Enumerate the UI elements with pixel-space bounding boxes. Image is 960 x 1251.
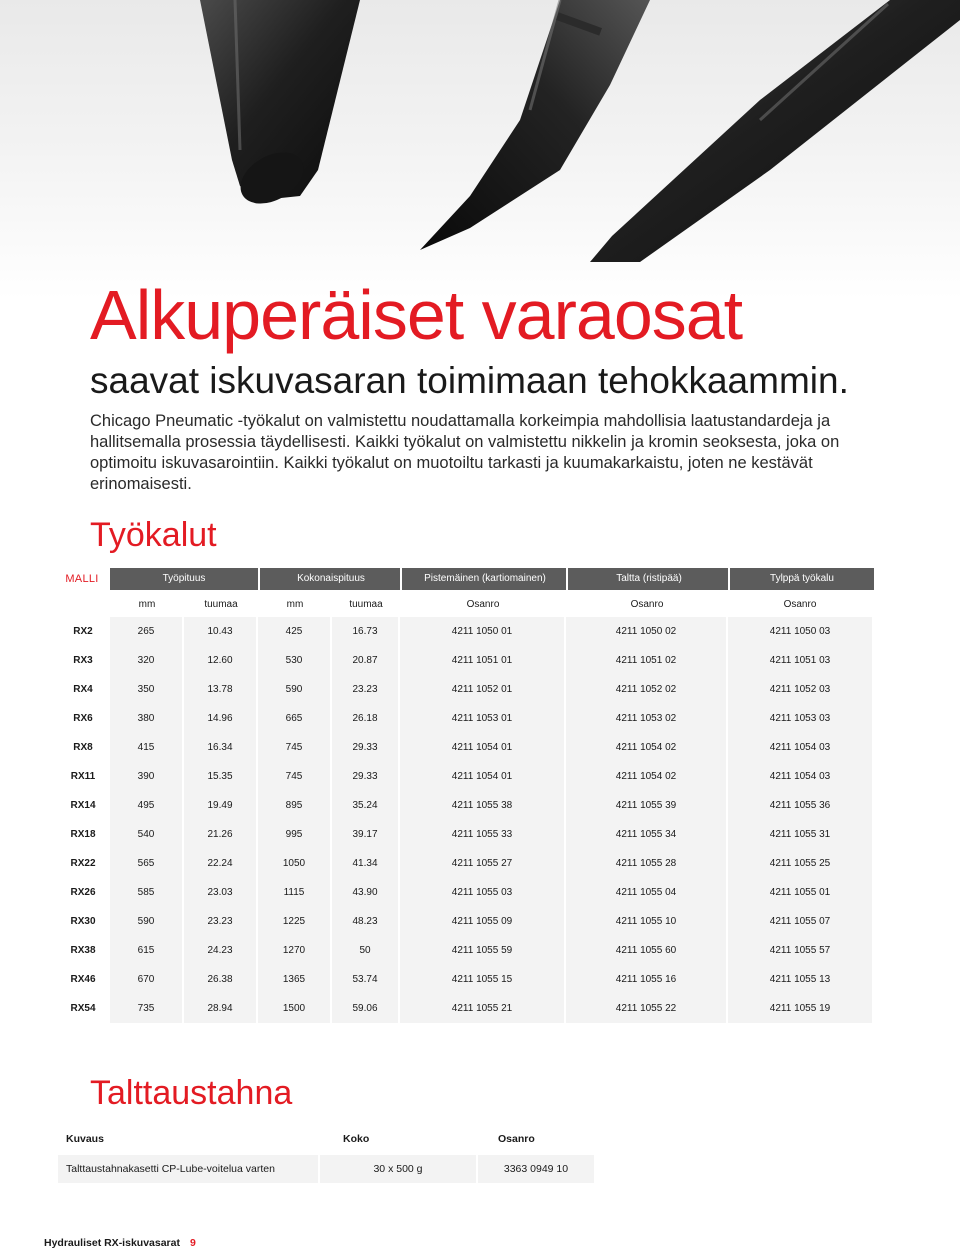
cell-tylppa-osanro: 4211 1055 57 <box>728 936 872 965</box>
header-taltta: Taltta (ristipää) <box>566 568 730 590</box>
cell-pistemainen-osanro: 4211 1055 09 <box>400 907 564 936</box>
flat-chisel <box>590 0 960 262</box>
cell-kokonaispituus-tuumaa: 29.33 <box>332 762 398 791</box>
cell-taltta-osanro: 4211 1055 28 <box>566 849 726 878</box>
cell-tylppa-osanro: 4211 1053 03 <box>728 704 872 733</box>
cell-kokonaispituus-mm: 1365 <box>258 965 330 994</box>
tools-section-title: Työkalut <box>90 516 217 554</box>
cell-kokonaispituus-tuumaa: 50 <box>332 936 398 965</box>
cell-kokonaispituus-tuumaa: 43.90 <box>332 878 398 907</box>
cell-model: RX2 <box>73 626 93 637</box>
header-tyopituus: Työpituus <box>110 568 258 590</box>
cell-kokonaispituus-tuumaa: 23.23 <box>332 675 398 704</box>
cell-tyopituus-tuumaa: 16.34 <box>184 733 256 762</box>
cell-tyopituus-tuumaa: 26.38 <box>184 965 256 994</box>
cell-tylppa-osanro: 4211 1055 25 <box>728 849 872 878</box>
cell-pistemainen-osanro: 4211 1055 38 <box>400 791 564 820</box>
cell-model: RX38 <box>70 945 96 956</box>
cell-tylppa-osanro: 4211 1054 03 <box>728 762 872 791</box>
cell-kokonaispituus-mm: 425 <box>258 617 330 646</box>
table-row <box>58 791 872 820</box>
cell-kokonaispituus-tuumaa: 39.17 <box>332 820 398 849</box>
cell-tyopituus-mm: 565 <box>110 849 182 878</box>
cell-kokonaispituus-mm: 1500 <box>258 994 330 1023</box>
paste-section-title: Talttaustahna <box>90 1074 293 1112</box>
cell-tyopituus-mm: 590 <box>110 907 182 936</box>
cell-taltta-osanro: 4211 1050 02 <box>566 617 726 646</box>
cell-pistemainen-osanro: 4211 1051 01 <box>400 646 564 675</box>
cell-model: RX18 <box>70 829 96 840</box>
cell-kokonaispituus-mm: 745 <box>258 733 330 762</box>
cell-pistemainen-osanro: 4211 1055 15 <box>400 965 564 994</box>
header-tylppa: Tylppä työkalu <box>728 568 874 590</box>
cell-tyopituus-mm: 540 <box>110 820 182 849</box>
cell-model: RX11 <box>70 771 96 782</box>
cell-tyopituus-tuumaa: 28.94 <box>184 994 256 1023</box>
table-row <box>58 675 872 704</box>
table-row <box>58 965 872 994</box>
cell-tylppa-osanro: 4211 1054 03 <box>728 733 872 762</box>
cell-tylppa-osanro: 4211 1051 03 <box>728 646 872 675</box>
cell-tylppa-osanro: 4211 1055 13 <box>728 965 872 994</box>
cell-taltta-osanro: 4211 1055 39 <box>566 791 726 820</box>
cell-pistemainen-osanro: 4211 1055 27 <box>400 849 564 878</box>
table-row <box>58 820 872 849</box>
cell-kokonaispituus-mm: 895 <box>258 791 330 820</box>
cell-tyopituus-mm: 320 <box>110 646 182 675</box>
cell-taltta-osanro: 4211 1051 02 <box>566 646 726 675</box>
cell-taltta-osanro: 4211 1055 60 <box>566 936 726 965</box>
cell-kokonaispituus-mm: 590 <box>258 675 330 704</box>
cell-tyopituus-mm: 265 <box>110 617 182 646</box>
header-pistemainen: Pistemäinen (kartiomainen) <box>400 568 568 590</box>
cell-kokonaispituus-mm: 1115 <box>258 878 330 907</box>
cell-kokonaispituus-tuumaa: 35.24 <box>332 791 398 820</box>
blunt-chisel <box>200 0 360 214</box>
paste-header-koko: Koko <box>343 1133 370 1145</box>
cell-kokonaispituus-tuumaa: 41.34 <box>332 849 398 878</box>
cell-model: RX8 <box>73 742 93 753</box>
subheader-osanro: Osanro <box>783 599 817 610</box>
page-number: 9 <box>189 1237 196 1249</box>
cell-tyopituus-tuumaa: 14.96 <box>184 704 256 733</box>
chisels-illustration <box>0 0 960 300</box>
cell-kokonaispituus-tuumaa: 20.87 <box>332 646 398 675</box>
cell-model: RX3 <box>73 655 93 666</box>
cell-tylppa-osanro: 4211 1055 36 <box>728 791 872 820</box>
cell-tyopituus-mm: 615 <box>110 936 182 965</box>
subheader-tuumaa: tuumaa <box>204 599 238 610</box>
cell-taltta-osanro: 4211 1055 34 <box>566 820 726 849</box>
cell-tyopituus-tuumaa: 24.23 <box>184 936 256 965</box>
table-row <box>58 762 872 791</box>
cell-pistemainen-osanro: 4211 1053 01 <box>400 704 564 733</box>
subheader-tuumaa: tuumaa <box>349 599 383 610</box>
cell-tyopituus-mm: 350 <box>110 675 182 704</box>
paste-header-kuvaus: Kuvaus <box>66 1133 104 1145</box>
subheader-mm: mm <box>138 599 156 610</box>
cell-tyopituus-tuumaa: 10.43 <box>184 617 256 646</box>
cell-taltta-osanro: 4211 1055 04 <box>566 878 726 907</box>
cell-tyopituus-mm: 670 <box>110 965 182 994</box>
cell-pistemainen-osanro: 4211 1054 01 <box>400 733 564 762</box>
table-row <box>58 994 872 1023</box>
table-row <box>58 849 872 878</box>
cell-kokonaispituus-mm: 745 <box>258 762 330 791</box>
malli-header: MALLI <box>65 573 99 585</box>
cell-tylppa-osanro: 4211 1052 03 <box>728 675 872 704</box>
tools-table-header <box>58 568 872 592</box>
cell-model: RX46 <box>70 974 96 985</box>
cell-tyopituus-mm: 585 <box>110 878 182 907</box>
cell-pistemainen-osanro: 4211 1055 21 <box>400 994 564 1023</box>
cell-tyopituus-tuumaa: 19.49 <box>184 791 256 820</box>
cell-tyopituus-tuumaa: 13.78 <box>184 675 256 704</box>
page-subtitle: saavat iskuvasaran toimimaan tehokkaammin. <box>90 360 849 401</box>
cell-tyopituus-mm: 735 <box>110 994 182 1023</box>
cell-tylppa-osanro: 4211 1055 01 <box>728 878 872 907</box>
cell-model: RX26 <box>70 887 96 898</box>
table-row <box>58 704 872 733</box>
page-footer <box>44 1237 196 1249</box>
cell-taltta-osanro: 4211 1054 02 <box>566 733 726 762</box>
subheader-osanro: Osanro <box>630 599 664 610</box>
cell-model: RX54 <box>70 1003 96 1014</box>
paste-cell-koko: 30 x 500 g <box>320 1155 476 1183</box>
hero-image-chisels <box>0 0 960 300</box>
table-row <box>58 646 872 675</box>
cell-taltta-osanro: 4211 1054 02 <box>566 762 726 791</box>
paste-cell-osanro: 3363 0949 10 <box>478 1155 594 1183</box>
cell-kokonaispituus-tuumaa: 26.18 <box>332 704 398 733</box>
cell-kokonaispituus-mm: 1050 <box>258 849 330 878</box>
tools-subheader-row <box>58 596 872 614</box>
cell-kokonaispituus-mm: 1225 <box>258 907 330 936</box>
cell-model: RX22 <box>70 858 96 869</box>
cell-taltta-osanro: 4211 1055 16 <box>566 965 726 994</box>
cell-tyopituus-tuumaa: 22.24 <box>184 849 256 878</box>
cell-taltta-osanro: 4211 1055 22 <box>566 994 726 1023</box>
cell-kokonaispituus-tuumaa: 29.33 <box>332 733 398 762</box>
cell-tyopituus-tuumaa: 23.03 <box>184 878 256 907</box>
paste-cell-kuvaus: Talttaustahnakasetti CP-Lube-voitelua varten <box>58 1155 318 1183</box>
cell-kokonaispituus-mm: 1270 <box>258 936 330 965</box>
cell-kokonaispituus-mm: 530 <box>258 646 330 675</box>
cell-model: RX4 <box>73 684 93 695</box>
table-row <box>58 733 872 762</box>
cell-model: RX30 <box>70 916 96 927</box>
cell-model: RX6 <box>73 713 93 724</box>
cell-pistemainen-osanro: 4211 1050 01 <box>400 617 564 646</box>
cell-tyopituus-mm: 415 <box>110 733 182 762</box>
page-title: Alkuperäiset varaosat <box>90 276 743 354</box>
cell-tyopituus-mm: 495 <box>110 791 182 820</box>
cell-tyopituus-tuumaa: 23.23 <box>184 907 256 936</box>
cell-taltta-osanro: 4211 1052 02 <box>566 675 726 704</box>
cell-kokonaispituus-tuumaa: 53.74 <box>332 965 398 994</box>
table-row <box>58 878 872 907</box>
header-kokonaispituus: Kokonaispituus <box>258 568 402 590</box>
cell-kokonaispituus-mm: 995 <box>258 820 330 849</box>
cell-taltta-osanro: 4211 1055 10 <box>566 907 726 936</box>
cell-tyopituus-tuumaa: 15.35 <box>184 762 256 791</box>
cell-tylppa-osanro: 4211 1055 07 <box>728 907 872 936</box>
pointed-chisel <box>420 0 650 250</box>
subheader-mm: mm <box>286 599 304 610</box>
cell-tyopituus-mm: 390 <box>110 762 182 791</box>
cell-kokonaispituus-tuumaa: 48.23 <box>332 907 398 936</box>
cell-tylppa-osanro: 4211 1055 31 <box>728 820 872 849</box>
cell-pistemainen-osanro: 4211 1054 01 <box>400 762 564 791</box>
cell-kokonaispituus-tuumaa: 16.73 <box>332 617 398 646</box>
cell-tyopituus-tuumaa: 21.26 <box>184 820 256 849</box>
cell-taltta-osanro: 4211 1053 02 <box>566 704 726 733</box>
cell-tylppa-osanro: 4211 1050 03 <box>728 617 872 646</box>
cell-pistemainen-osanro: 4211 1055 33 <box>400 820 564 849</box>
intro-paragraph: Chicago Pneumatic -työkalut on valmistettu noudattamalla korkeimpia mahdollisia laatustandardeja ja hallitsemalla prosessia täydellisesti. Kaikki työkalut on valmistettu nikkelin ja kromin seoksesta, joka on optimoitu iskuvasarointiin. Kaikki työkalut on muotoiltu tarkasti ja kuumakarkaistu, joten ne kestävät erinomaisesti. <box>90 412 840 493</box>
cell-pistemainen-osanro: 4211 1052 01 <box>400 675 564 704</box>
table-row <box>58 617 872 646</box>
footer-label: Hydrauliset RX-iskuvasarat <box>44 1237 180 1249</box>
cell-pistemainen-osanro: 4211 1055 03 <box>400 878 564 907</box>
table-row <box>58 936 872 965</box>
cell-model: RX14 <box>70 800 96 811</box>
cell-kokonaispituus-tuumaa: 59.06 <box>332 994 398 1023</box>
cell-tyopituus-mm: 380 <box>110 704 182 733</box>
paste-header-osanro: Osanro <box>498 1133 535 1145</box>
cell-tyopituus-tuumaa: 12.60 <box>184 646 256 675</box>
table-row <box>58 907 872 936</box>
subheader-osanro: Osanro <box>466 599 500 610</box>
cell-tylppa-osanro: 4211 1055 19 <box>728 994 872 1023</box>
cell-kokonaispituus-mm: 665 <box>258 704 330 733</box>
cell-pistemainen-osanro: 4211 1055 59 <box>400 936 564 965</box>
